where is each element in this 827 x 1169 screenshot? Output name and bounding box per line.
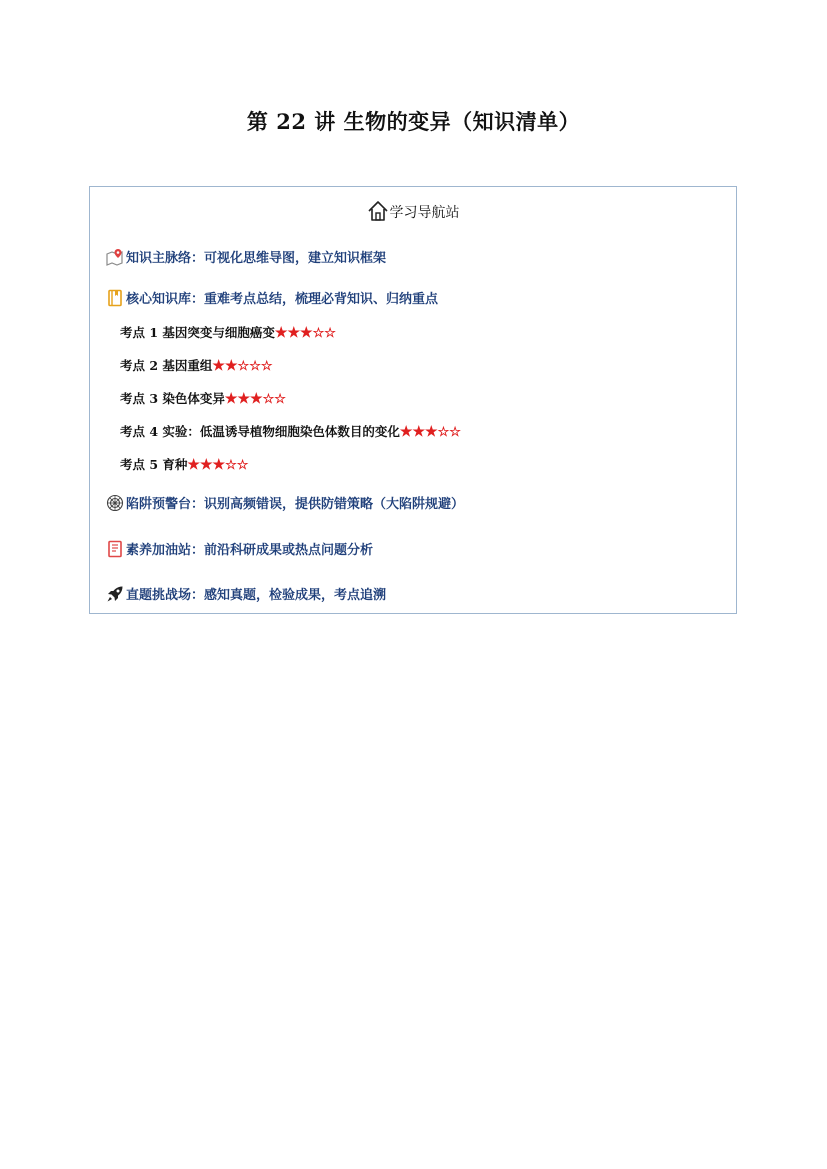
section-label: 核心知识库： <box>126 292 205 307</box>
star-empty-icon: ☆ <box>312 326 325 341</box>
topic-label: 考点 2 基因重组 <box>120 358 213 373</box>
nav-header <box>90 200 736 222</box>
star-rating <box>400 424 461 439</box>
topic-item-2 <box>120 356 273 374</box>
section-trap-warning <box>106 493 464 516</box>
section-core-knowledge <box>106 288 438 311</box>
section-label: 直题挑战场： <box>126 588 205 603</box>
star-filled-icon: ★ <box>224 358 238 374</box>
section-exam-challenge <box>106 584 386 607</box>
star-filled-icon: ★ <box>212 358 225 374</box>
star-rating <box>225 391 286 406</box>
star-rating <box>187 457 248 472</box>
section-desc: 可视化思维导图，建立知识框架 <box>204 251 387 266</box>
star-empty-icon: ☆ <box>262 392 275 407</box>
star-rating <box>275 325 336 340</box>
notebook-icon <box>106 540 126 562</box>
home-icon <box>367 200 389 222</box>
rocket-icon <box>106 585 126 607</box>
topic-item-4 <box>120 422 461 440</box>
star-empty-icon: ☆ <box>249 359 261 374</box>
star-empty-icon: ☆ <box>225 458 237 473</box>
star-empty-icon: ☆ <box>274 392 286 407</box>
star-empty-icon: ☆ <box>449 425 461 440</box>
star-empty-icon: ☆ <box>237 359 250 374</box>
page-title: 第 22 讲 生物的变异（知识清单） <box>246 109 581 134</box>
star-filled-icon: ★ <box>287 325 301 341</box>
star-filled-icon: ★ <box>237 391 251 407</box>
section-knowledge-map <box>106 247 386 270</box>
section-label: 知识主脉络： <box>126 251 205 266</box>
star-filled-icon: ★ <box>224 391 238 407</box>
section-label: 陷阱预警台： <box>126 497 205 512</box>
topic-label: 考点 1 基因突变与细胞癌变 <box>120 325 275 340</box>
section-desc: 重难考点总结，梳理必背知识、归纳重点 <box>204 292 439 307</box>
section-desc: 感知真题，检验成果，考点追溯 <box>204 588 387 603</box>
navigation-box <box>89 186 737 614</box>
star-filled-icon: ★ <box>250 391 263 407</box>
star-filled-icon: ★ <box>300 325 313 341</box>
star-filled-icon: ★ <box>199 457 213 473</box>
topic-item-1 <box>120 323 336 341</box>
star-filled-icon: ★ <box>412 424 426 440</box>
star-rating <box>212 358 272 373</box>
star-filled-icon: ★ <box>399 424 413 440</box>
section-label: 素养加油站： <box>126 543 205 558</box>
star-empty-icon: ☆ <box>324 326 336 341</box>
section-desc: 识别高频错误，提供防错策略（大陷阱规避） <box>204 497 465 512</box>
star-filled-icon: ★ <box>425 424 438 440</box>
target-icon <box>106 494 126 516</box>
topic-item-3 <box>120 389 286 407</box>
topic-label: 考点 3 染色体变异 <box>120 391 225 406</box>
star-filled-icon: ★ <box>187 457 200 473</box>
section-desc: 前沿科研成果或热点问题分析 <box>204 543 374 558</box>
section-literacy-station <box>106 539 373 562</box>
book-icon <box>106 289 126 311</box>
topic-item-5 <box>120 455 248 473</box>
topic-label: 考点 4 实验：低温诱导植物细胞染色体数目的变化 <box>120 424 400 439</box>
topic-label: 考点 5 育种 <box>120 457 188 472</box>
star-filled-icon: ★ <box>212 457 226 473</box>
map-pin-icon <box>106 248 126 270</box>
star-filled-icon: ★ <box>274 325 288 341</box>
star-empty-icon: ☆ <box>260 359 273 374</box>
star-empty-icon: ☆ <box>236 458 249 473</box>
star-empty-icon: ☆ <box>437 425 450 440</box>
nav-header-label: 学习导航站 <box>389 205 460 221</box>
